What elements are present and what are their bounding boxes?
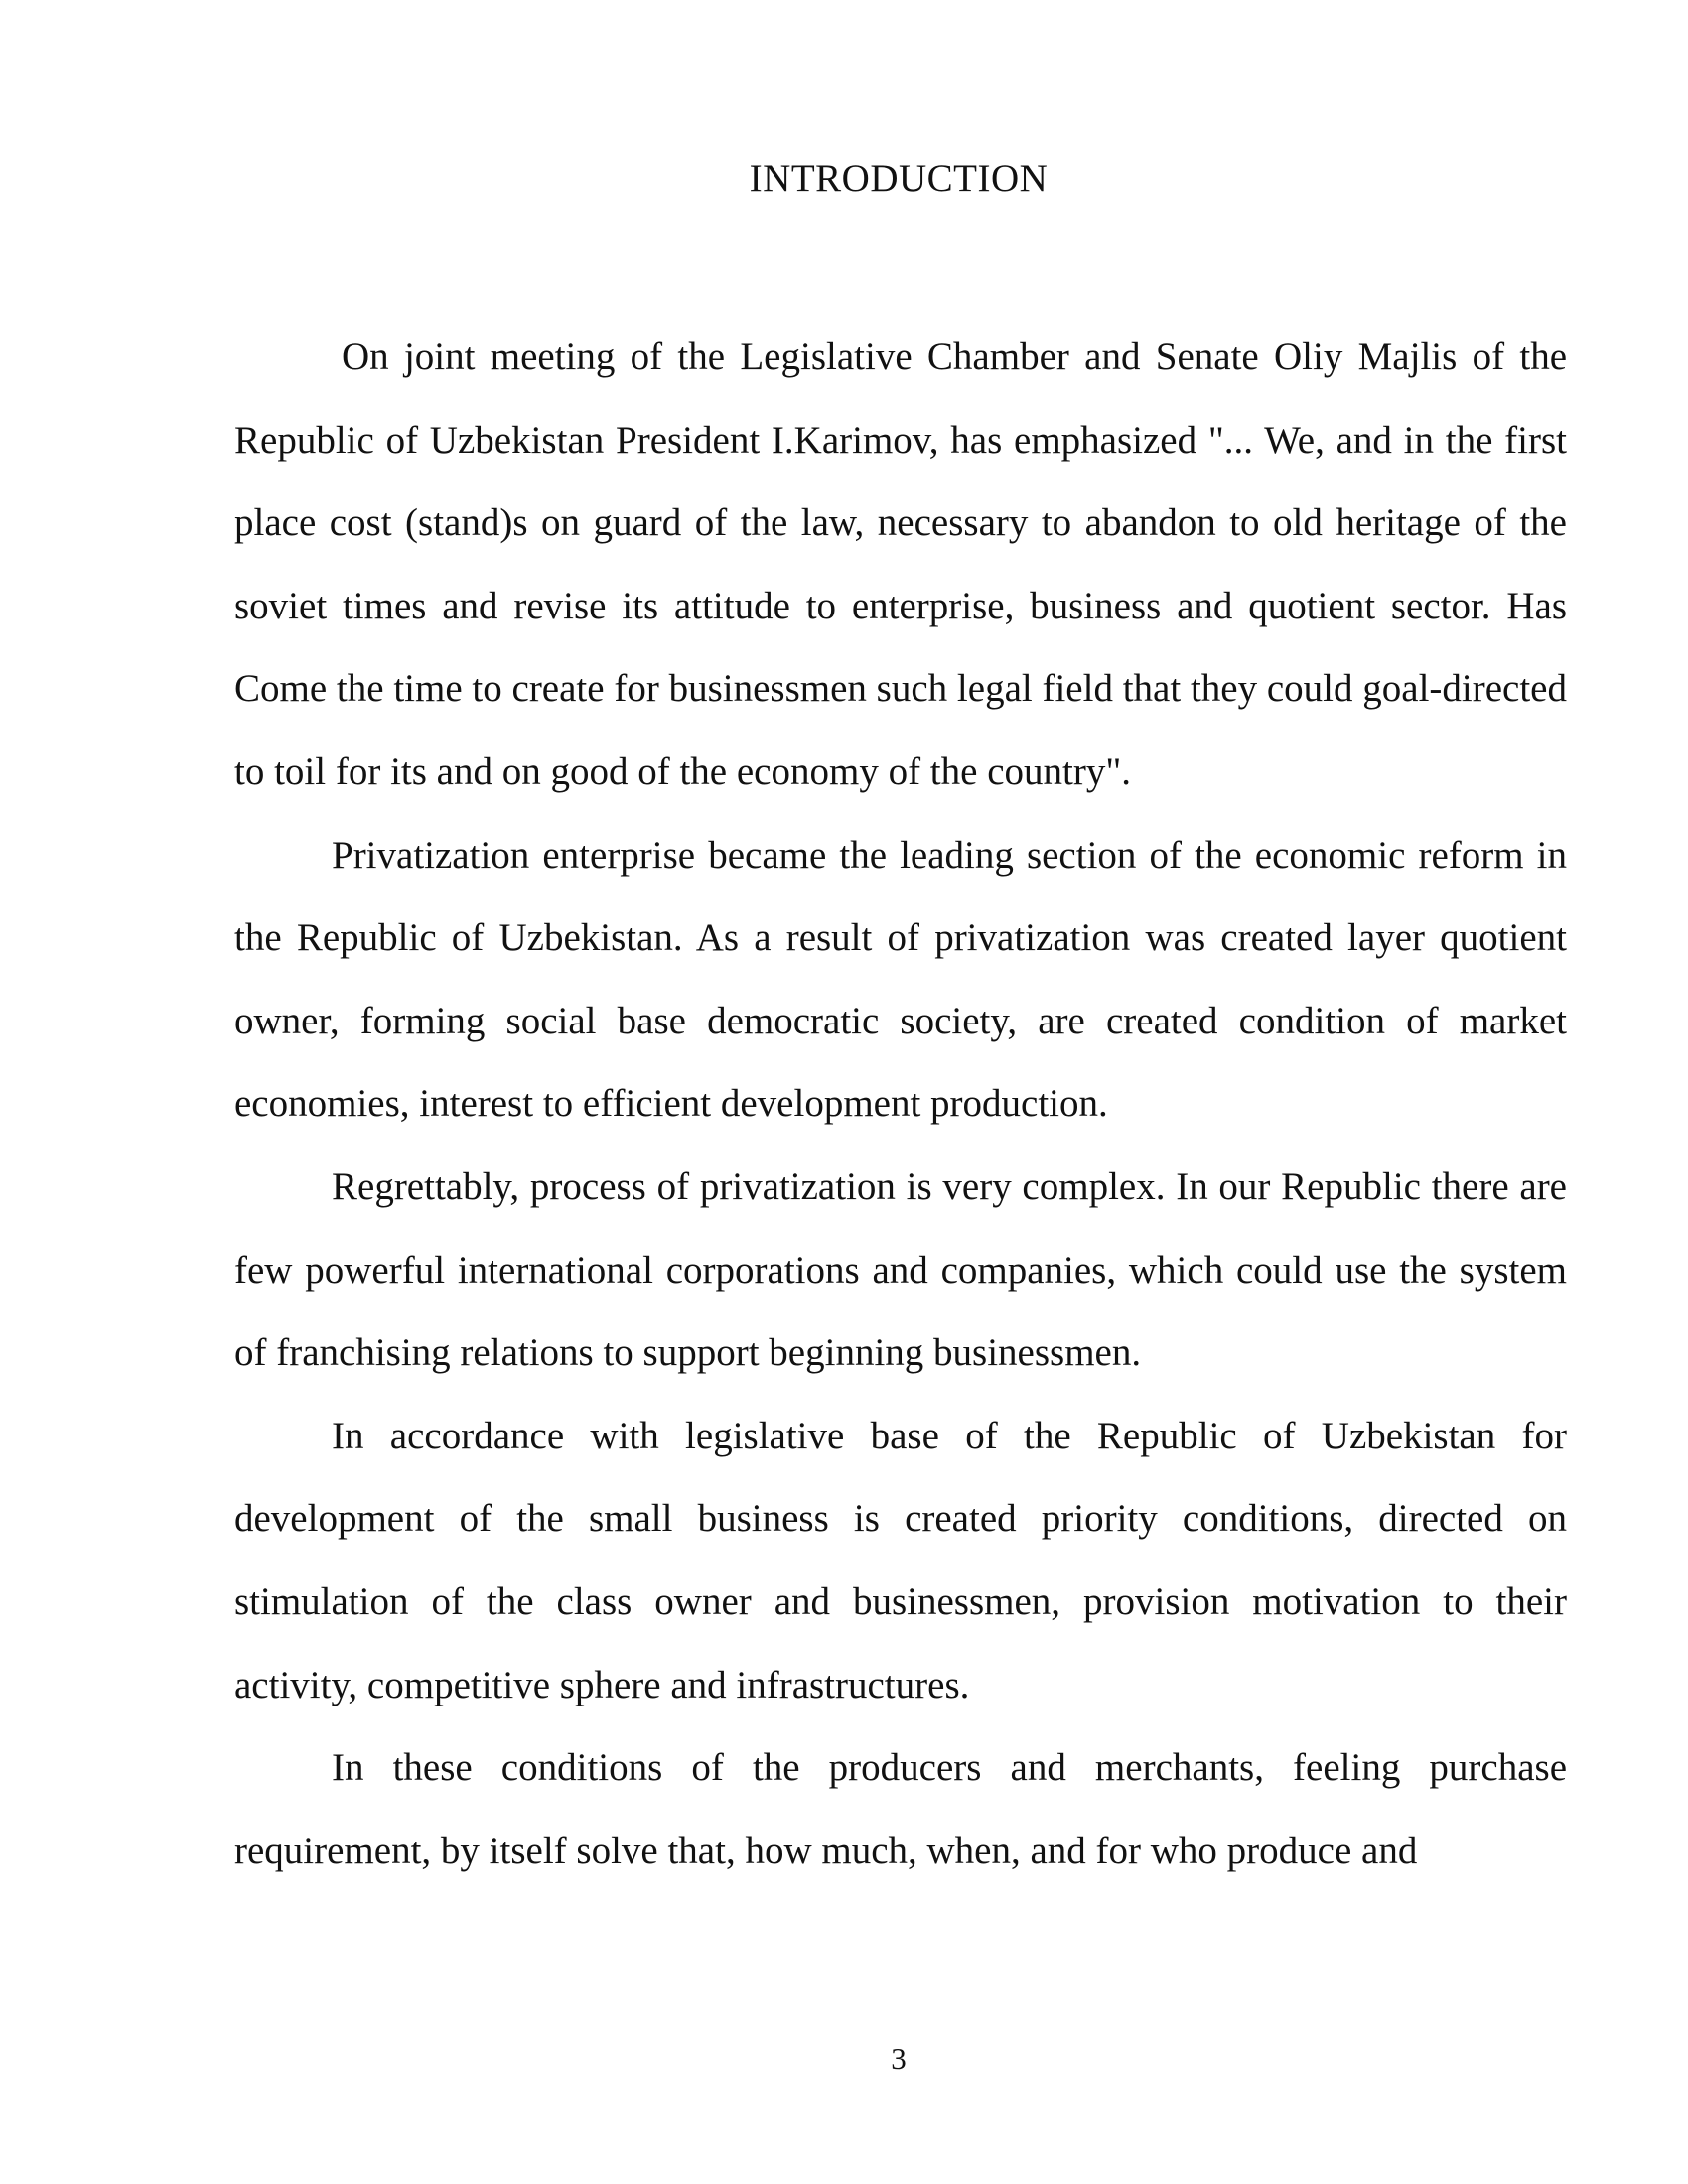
section-heading: INTRODUCTION — [749, 157, 1049, 200]
paragraph-2: Privatization enterprise became the leading section of the economic reform in the Republic of Uzbekistan. As a result of privatization was created layer quotient owner, forming social base democratic society, are created condition of market economies, interest to efficient development production. — [234, 833, 1567, 1126]
paragraph-1: On joint meeting of the Legislative Chamber and Senate Oliy Majlis of the Republic of Uzbekistan President I.Karimov, has emphasized "... We, and in the first place cost (stand)s on guard of the law, necessary to abandon to old heritage of the soviet times and revise its attitude to enterprise, business and quotient sector. Has Come the time to create for businessmen such legal field that they could goal-directed to toil for its and on good of the economy of the country". — [234, 336, 1567, 793]
page-number: 3 — [891, 2041, 907, 2076]
paragraph-3: Regrettably, process of privatization is very complex. In our Republic there are few powerful international corporations and companies, which could use the system of franchising relations to support beginning businessmen. — [234, 1164, 1567, 1375]
paragraph-5: In these conditions of the producers and merchants, feeling purchase requirement, by itself solve that, how much, when, and for who produce and — [234, 1746, 1567, 1872]
paragraph-4: In accordance with legislative base of the Republic of Uzbekistan for development of the small business is created priority conditions, directed on stimulation of the class owner and businessmen, provision motivation to their activity, competitive sphere and infrastructures. — [234, 1414, 1567, 1706]
body-text — [234, 316, 1567, 1892]
